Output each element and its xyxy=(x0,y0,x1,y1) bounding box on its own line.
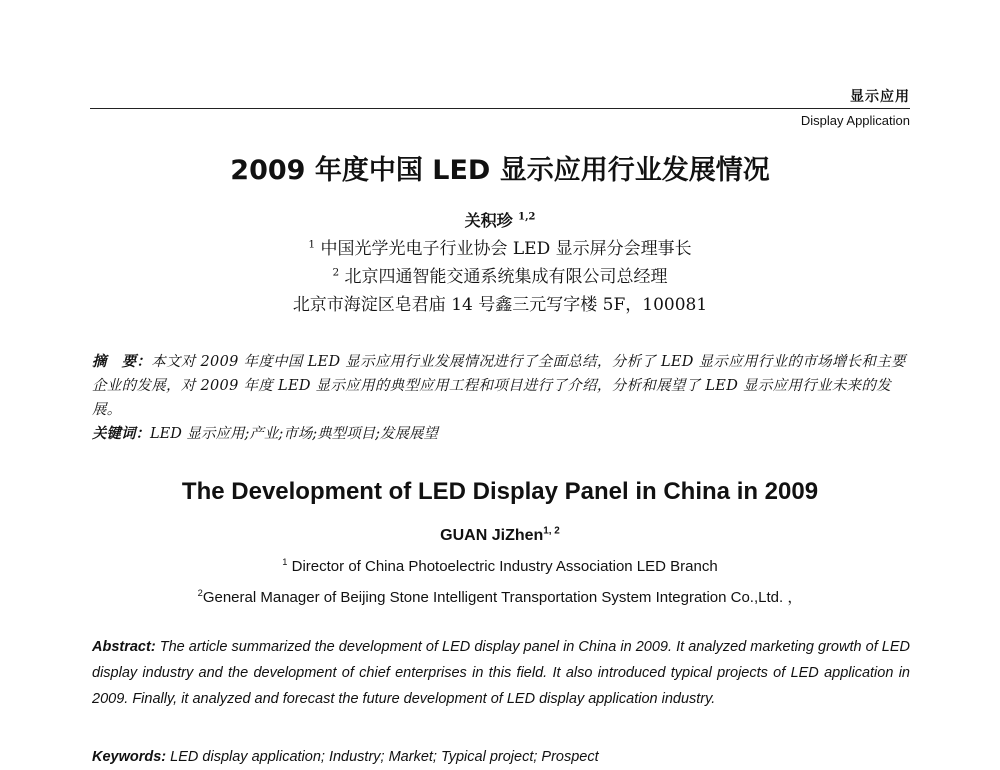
running-header-en: Display Application xyxy=(800,113,910,128)
keywords-en xyxy=(92,744,910,770)
header-rule xyxy=(90,108,910,109)
author-name-zh: 关积珍 xyxy=(464,211,513,230)
affiliation-zh-1 xyxy=(0,234,1000,259)
running-header-zh: 显示应用 xyxy=(850,89,910,105)
abstract-label-zh: 摘 要： xyxy=(92,353,152,370)
affiliation-text: Director of China Photoelectric Industry Association LED Branch xyxy=(291,558,718,575)
author-zh xyxy=(0,208,1000,231)
keywords-label-en: Keywords: xyxy=(92,749,167,765)
abstract-zh xyxy=(92,350,910,422)
affiliation-en-2 xyxy=(0,586,1000,607)
keywords-text-en: LED display application; Industry; Market; Typical project; Prospect xyxy=(170,749,599,765)
keywords-label-zh: 关键词： xyxy=(92,425,150,442)
affiliation-mark: 2 xyxy=(197,588,203,598)
keywords-zh xyxy=(92,422,910,446)
affiliation-zh-2 xyxy=(0,262,1000,287)
author-marks-zh: 1,2 xyxy=(518,211,536,223)
author-en xyxy=(0,527,1000,545)
abstract-text-zh: 本文对 2009 年度中国 LED 显示应用行业发展情况进行了全面总结，分析了 LED 显示应用行业的市场增长和主要企业的发展，对 2009 年度 LED 显示应用的典型应用工程和项目进行了介绍，分析和展望了 LED 显示应用行业未来的发展。 xyxy=(92,354,906,418)
affiliation-text: 北京四通智能交通系统集成有限公司总经理 xyxy=(344,267,668,287)
address-zh: 北京市海淀区皂君庙 14 号鑫三元写字楼 5F，100081 xyxy=(292,295,708,315)
abstract-text-en: The article summarized the development of LED display panel in China in 2009. It analyzed marketing growth of LED display industry and the development of chief enterprises in this field. It also introduced typical projects of LED application in 2009. Finally, it analyzed and forecast the future development of LED display application industry. xyxy=(92,639,910,707)
affiliation-en-1 xyxy=(0,558,1000,575)
affiliation-text: 中国光学光电子行业协会 LED 显示屏分会理事长 xyxy=(320,239,692,259)
affiliation-text: General Manager of Beijing Stone Intelligent Transportation System Integration Co.,Ltd. ， xyxy=(202,589,803,606)
abstract-label-en: Abstract: xyxy=(92,639,156,655)
affiliation-mark: 1 xyxy=(282,557,288,567)
title-zh: 2009 年度中国 LED 显示应用行业发展情况 xyxy=(230,155,770,186)
affiliation-mark: 2 xyxy=(332,266,340,279)
keywords-text-zh: LED 显示应用;产业;市场;典型项目;发展展望 xyxy=(150,426,438,442)
abstract-en xyxy=(92,634,910,712)
author-name-en: GUAN JiZhen xyxy=(440,527,544,544)
affiliation-mark: 1 xyxy=(308,238,316,251)
title-en: The Development of LED Display Panel in China in 2009 xyxy=(181,478,819,505)
author-marks-en: 1, 2 xyxy=(543,525,560,537)
